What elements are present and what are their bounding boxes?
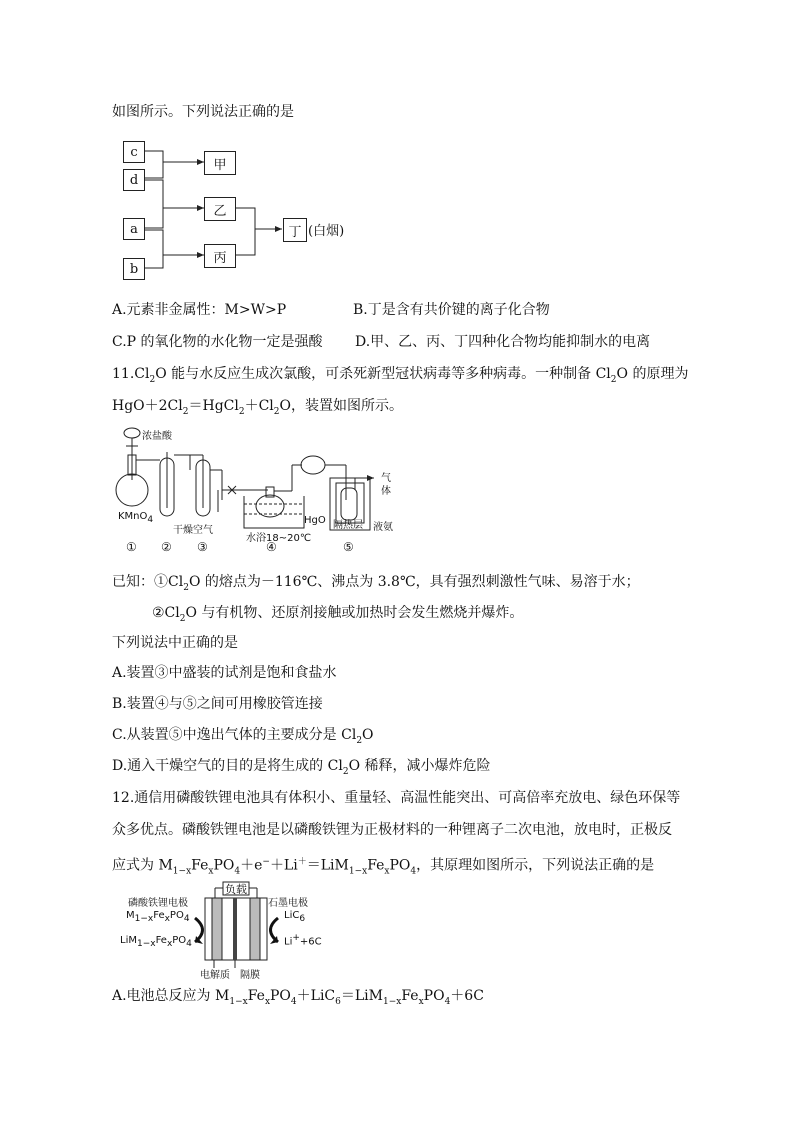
q11-ask: 下列说法中正确的是: [112, 635, 238, 651]
label-right-top: LiC$_6$: [284, 910, 306, 924]
label-left-electrode: 磷酸铁锂电极: [128, 898, 188, 909]
label-gas-1: 气: [381, 473, 391, 484]
product-yi: 乙: [204, 197, 236, 221]
input-d: d: [123, 169, 145, 191]
q11-known-2: $②Cl_2O$ 与有机物、还原剂接触或加热时会发生燃烧并爆炸。: [152, 605, 524, 624]
product-bing: 丙: [204, 244, 236, 268]
q10-option-a: A.元素非金属性：M>W>P: [112, 302, 287, 318]
q11-option-d: D.通入干燥空气的目的是将生成的 $Cl_2O$ 稀释，减小爆炸危险: [112, 758, 491, 777]
q11-option-c: C.从装置⑤中逸出气体的主要成分是 $Cl_2O$: [112, 727, 374, 746]
q10-option-b: B.丁是含有共价键的离子化合物: [353, 302, 550, 318]
label-right-electrode: 石墨电极: [268, 898, 308, 909]
product-ding: 丁: [283, 218, 307, 242]
label-conc-hcl: 浓盐酸: [142, 431, 172, 442]
num-5: ⑤: [343, 540, 354, 554]
label-liquid-ammonia: 液氨: [373, 522, 393, 533]
input-c: c: [123, 141, 145, 163]
label-right-bottom: Li++6C: [284, 933, 322, 948]
label-water-bath: 水浴18~20℃: [246, 533, 312, 544]
label-load: 负载: [225, 883, 247, 896]
q11-option-a: A.装置③中盛装的试剂是饱和食盐水: [112, 665, 337, 681]
label-membrane: 隔膜: [240, 970, 260, 981]
input-a: a: [123, 218, 145, 240]
label-left-top: $M_{1-x}Fe_xPO_4$: [126, 910, 190, 924]
q11-equation: $HgO+2Cl_2=HgCl_2+Cl_2O$，装置如图所示。: [112, 398, 404, 417]
q10-option-d: D.甲、乙、丙、丁四种化合物均能抑制水的电离: [355, 334, 651, 350]
q12-stem-line1: 12.通信用磷酸铁锂电池具有体积小、重量轻、高温性能突出、可高倍率充放电、绿色环保等: [112, 790, 681, 806]
num-1: ①: [126, 540, 137, 554]
label-kmno4: KMnO$_4$: [118, 511, 154, 525]
num-3: ③: [197, 540, 208, 554]
label-gas-2: 体: [381, 486, 391, 497]
label-dry-air: 干燥空气: [173, 525, 213, 536]
q10-option-c: C.P 的氧化物的水化物一定是强酸: [112, 334, 323, 350]
label-hgo: HgO: [304, 515, 326, 526]
q11-known-1: 已知：$①Cl_2O$ 的熔点为－116℃、沸点为 3.8℃，具有强烈刺激性气味、易溶于水；: [112, 574, 640, 593]
num-2: ②: [161, 540, 172, 554]
q12-stem-line3: 应式为 $M_{1-x}Fe_xPO_4+e^-+Li^+=LiM_{1-x}Fe_xPO_4$，其原理如图所示，下列说法正确的是: [112, 857, 655, 877]
q12-option-a: A.电池总反应为 $M_{1-x}Fe_xPO_4+LiC_6=LiM_{1-x}Fe_xPO_4+6C$: [112, 988, 484, 1007]
num-4: ④: [266, 540, 277, 554]
white-smoke-note: (白烟): [308, 224, 345, 239]
label-left-bottom: $LiM_{1-x}Fe_xPO_4$: [120, 935, 192, 949]
label-insulation: 隔热层: [333, 520, 363, 531]
q12-stem-line2: 众多优点。磷酸铁锂电池是以磷酸铁锂为正极材料的一种锂离子二次电池，放电时，正极反: [112, 822, 672, 838]
product-jia: 甲: [204, 151, 236, 175]
input-b: b: [123, 258, 145, 280]
q11-option-b: B.装置④与⑤之间可用橡胶管连接: [112, 696, 323, 712]
q11-stem-line1: $11.Cl_2O$ 能与水反应生成次氯酸，可杀死新型冠状病毒等多种病毒。一种制备 $Cl_2O$ 的原理为: [112, 366, 689, 385]
label-electrolyte: 电解质: [200, 970, 230, 981]
intro-text: 如图所示。下列说法正确的是: [112, 104, 294, 120]
